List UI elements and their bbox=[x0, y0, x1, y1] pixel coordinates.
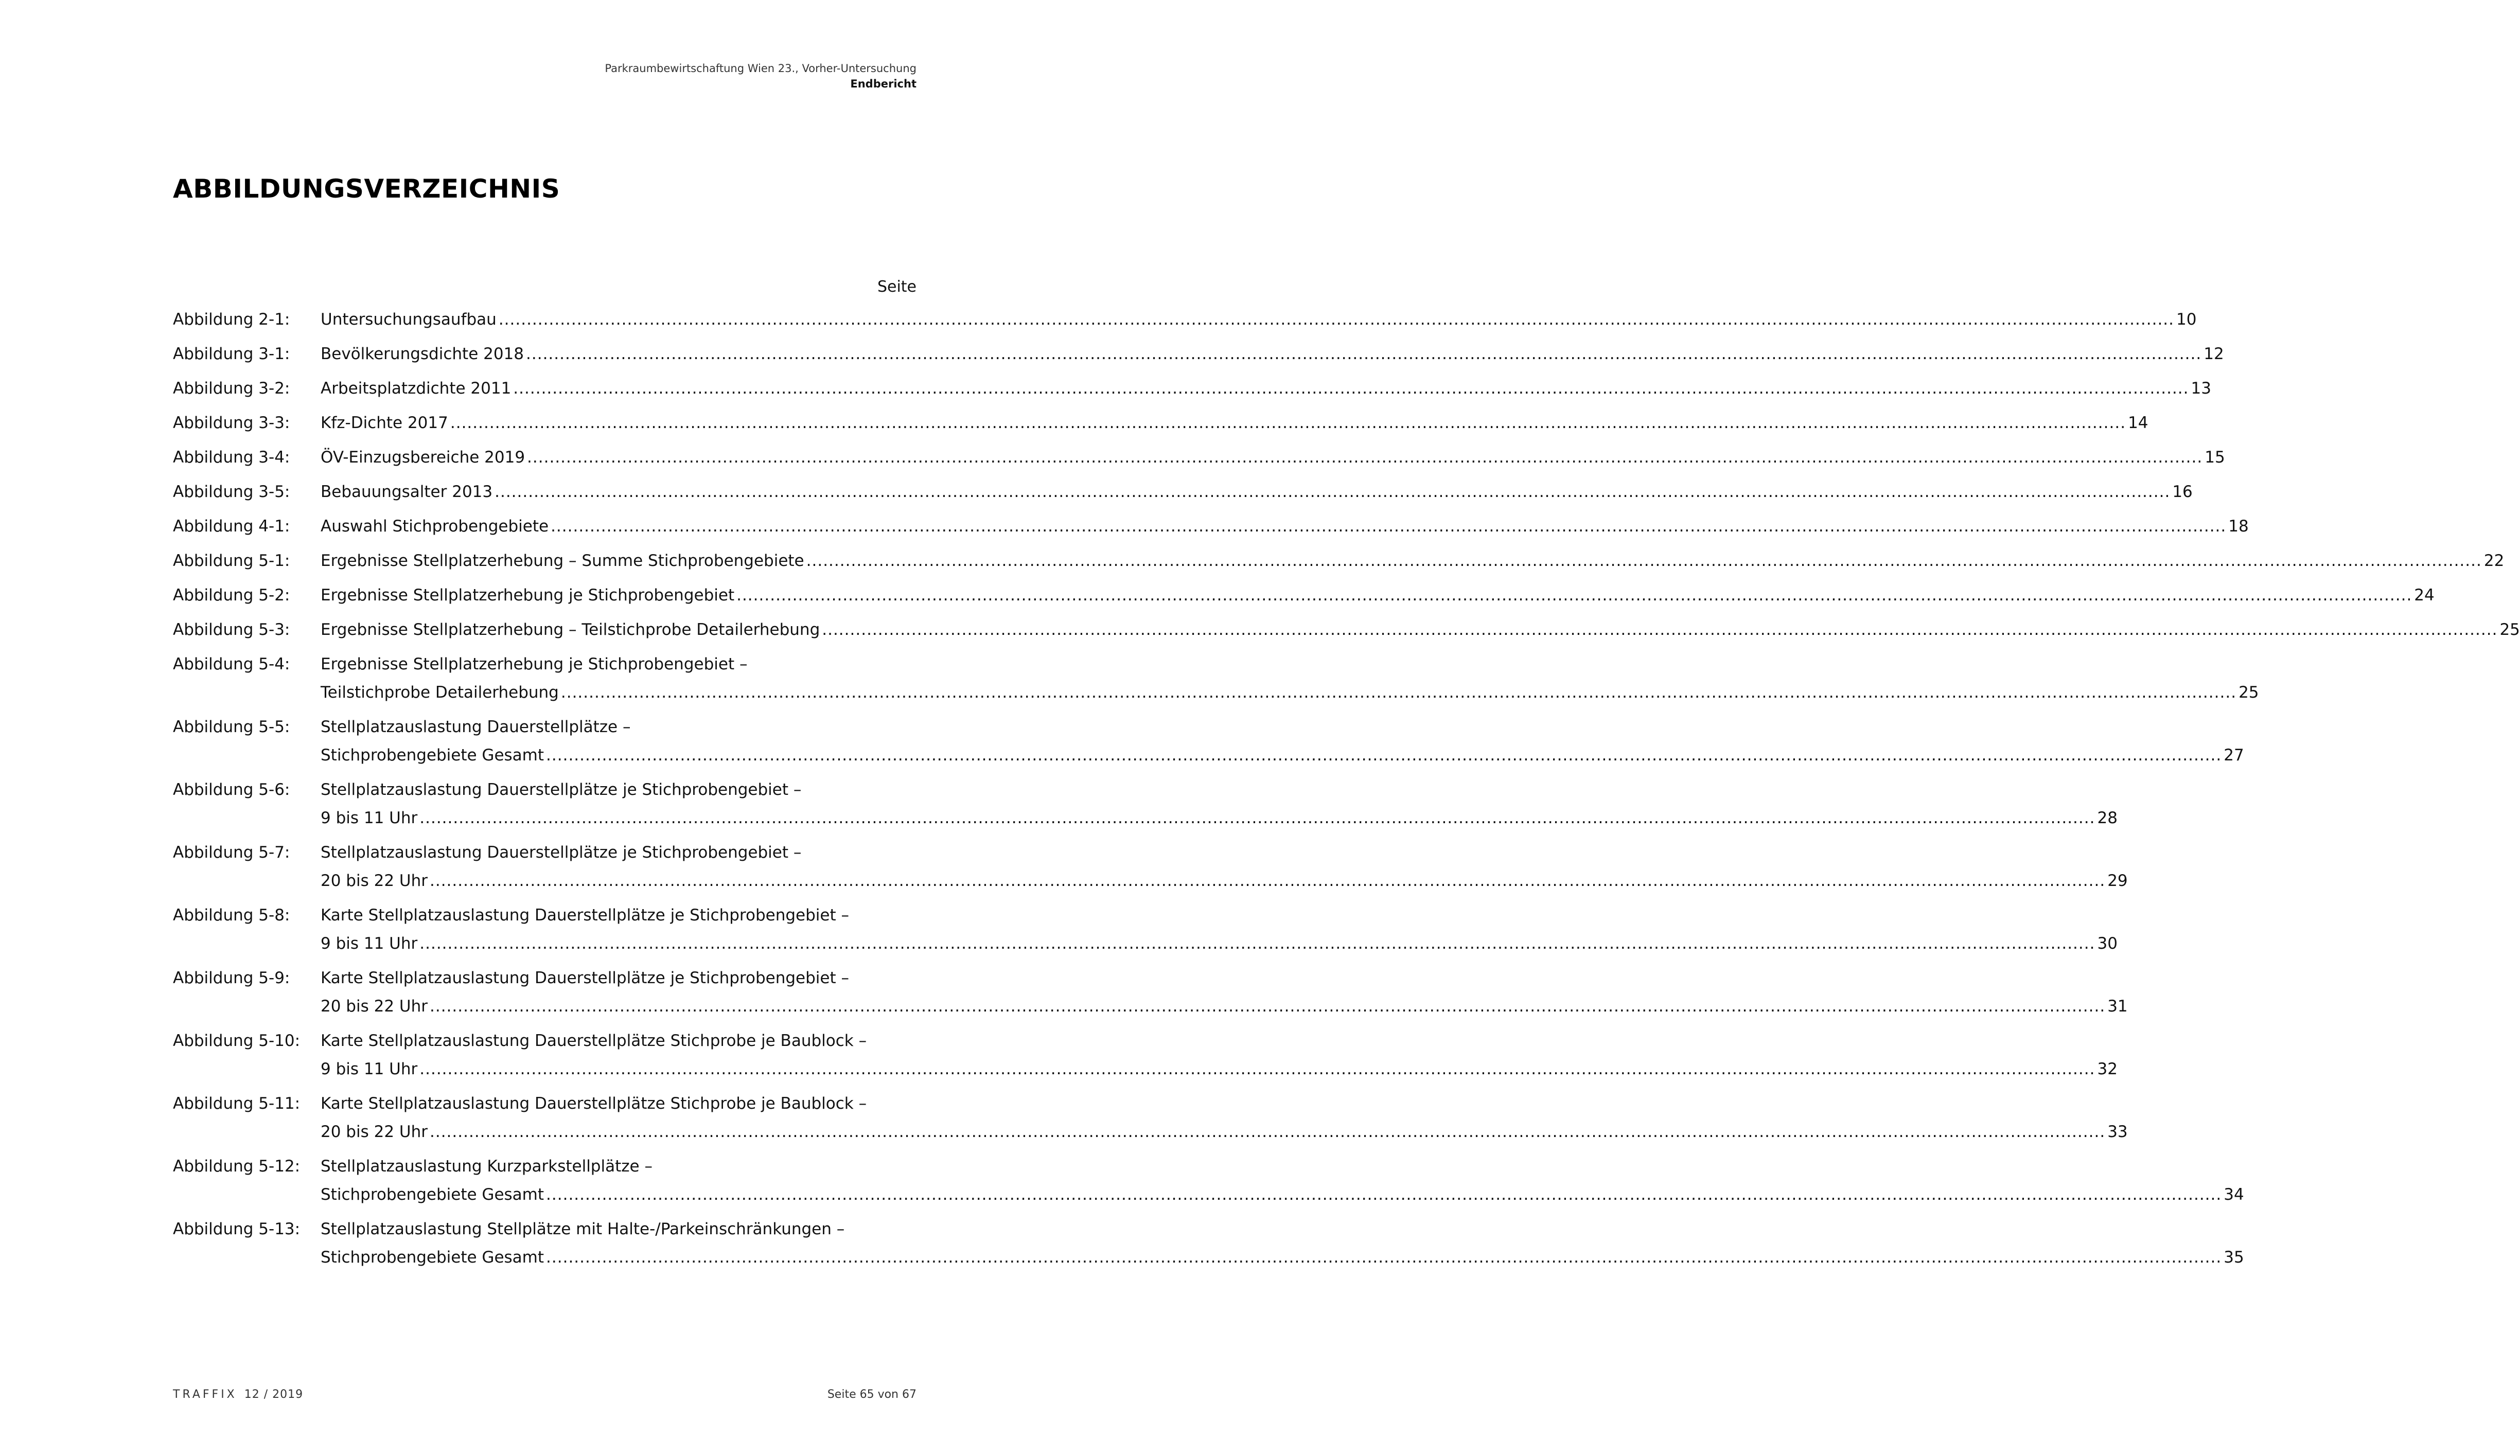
page-number: 35 bbox=[2224, 1248, 2244, 1267]
dot-leader: ............................................................................................................................................................................................................................................................................................................ bbox=[450, 414, 2126, 432]
dot-leader: ............................................................................................................................................................................................................................................................................................................ bbox=[527, 448, 2203, 467]
page-number: 29 bbox=[2107, 872, 2128, 890]
figure-title: Ergebnisse Stellplatzerhebung je Stichprobengebiet bbox=[321, 586, 735, 605]
figure-number: Abbildung 5-3: bbox=[173, 620, 290, 639]
figure-number: Abbildung 4-1: bbox=[173, 517, 290, 536]
figure-number: Abbildung 5-7: bbox=[173, 843, 290, 862]
page-number: 31 bbox=[2107, 997, 2128, 1016]
dot-leader: ............................................................................................................................................................................................................................................................................................................ bbox=[429, 997, 2106, 1016]
page-number: 10 bbox=[2176, 310, 2197, 329]
page-number: 12 bbox=[2204, 345, 2224, 363]
figure-title: Arbeitsplatzdichte 2011 bbox=[321, 379, 512, 398]
header-document-type: Endbericht bbox=[850, 78, 917, 90]
page-number: 18 bbox=[2228, 517, 2249, 536]
page-header bbox=[605, 61, 917, 92]
figure-title-line: Stellplatzauslastung Dauerstellplätze je Stichprobengebiet – bbox=[321, 780, 802, 799]
footer-brand-name: TRAFFIX bbox=[173, 1388, 237, 1401]
footer-date: 12 / 2019 bbox=[244, 1388, 304, 1401]
figure-number: Abbildung 3-4: bbox=[173, 448, 290, 467]
figure-number: Abbildung 5-2: bbox=[173, 586, 290, 605]
figure-title-line: Karte Stellplatzauslastung Dauerstellplätze je Stichprobengebiet – bbox=[321, 906, 849, 925]
figure-title: 9 bis 11 Uhr bbox=[321, 934, 418, 953]
dot-leader: ............................................................................................................................................................................................................................................................................................................ bbox=[419, 934, 2095, 953]
page-number: 24 bbox=[2414, 586, 2435, 605]
figure-title-line: Stellplatzauslastung Kurzparkstellplätze – bbox=[321, 1157, 653, 1176]
figure-number: Abbildung 3-1: bbox=[173, 345, 290, 363]
figure-number: Abbildung 5-4: bbox=[173, 655, 290, 673]
dot-leader: ............................................................................................................................................................................................................................................................................................................ bbox=[551, 517, 2227, 536]
figure-title: Stichprobengebiete Gesamt bbox=[321, 1248, 544, 1267]
page-number: 34 bbox=[2224, 1185, 2244, 1204]
page-number: 33 bbox=[2107, 1123, 2128, 1141]
dot-leader: ............................................................................................................................................................................................................................................................................................................ bbox=[498, 310, 2175, 329]
figure-title: Bebauungsalter 2013 bbox=[321, 483, 493, 501]
figure-title: Ergebnisse Stellplatzerhebung – Teilstichprobe Detailerhebung bbox=[321, 620, 820, 639]
figure-title-line: Karte Stellplatzauslastung Dauerstellplätze je Stichprobengebiet – bbox=[321, 969, 849, 987]
dot-leader: ............................................................................................................................................................................................................................................................................................................ bbox=[429, 1123, 2106, 1141]
dot-leader: ............................................................................................................................................................................................................................................................................................................ bbox=[419, 1060, 2095, 1078]
figure-title-line: Karte Stellplatzauslastung Dauerstellplätze Stichprobe je Baublock – bbox=[321, 1032, 867, 1050]
page-title: ABBILDUNGSVERZEICHNIS bbox=[173, 174, 560, 204]
footer-page-info: Seite 65 von 67 bbox=[827, 1388, 917, 1401]
figure-number: Abbildung 5-12: bbox=[173, 1157, 301, 1176]
footer-brand bbox=[173, 1388, 303, 1401]
dot-leader: ............................................................................................................................................................................................................................................................................................................ bbox=[495, 483, 2171, 501]
dot-leader: ............................................................................................................................................................................................................................................................................................................ bbox=[736, 586, 2412, 605]
figure-number: Abbildung 5-1: bbox=[173, 552, 290, 570]
page-number: 32 bbox=[2097, 1060, 2118, 1078]
figure-number: Abbildung 5-10: bbox=[173, 1032, 301, 1050]
page-number: 22 bbox=[2483, 552, 2505, 570]
dot-leader: ............................................................................................................................................................................................................................................................................................................ bbox=[546, 1248, 2222, 1267]
dot-leader: ............................................................................................................................................................................................................................................................................................................ bbox=[806, 552, 2482, 570]
page-number: 30 bbox=[2097, 934, 2118, 953]
figure-title-line: Karte Stellplatzauslastung Dauerstellplätze Stichprobe je Baublock – bbox=[321, 1094, 867, 1113]
dot-leader: ............................................................................................................................................................................................................................................................................................................ bbox=[560, 683, 2237, 702]
figure-title-line: Stellplatzauslastung Dauerstellplätze – bbox=[321, 718, 631, 736]
figure-title: ÖV-Einzugsbereiche 2019 bbox=[321, 448, 525, 467]
page-number: 25 bbox=[2239, 683, 2259, 702]
figure-title: Untersuchungsaufbau bbox=[321, 310, 497, 329]
figure-title: Auswahl Stichprobengebiete bbox=[321, 517, 549, 536]
page-number: 25 bbox=[2499, 620, 2520, 639]
figure-title: 20 bis 22 Uhr bbox=[321, 872, 428, 890]
figure-number: Abbildung 5-5: bbox=[173, 718, 290, 736]
dot-leader: ............................................................................................................................................................................................................................................................................................................ bbox=[513, 379, 2189, 398]
figure-title-line: Stellplatzauslastung Stellplätze mit Halte-/Parkeinschränkungen – bbox=[321, 1220, 845, 1238]
dot-leader: ............................................................................................................................................................................................................................................................................................................ bbox=[419, 809, 2095, 827]
figure-title: Teilstichprobe Detailerhebung bbox=[321, 683, 559, 702]
page-number: 27 bbox=[2224, 746, 2244, 765]
page-column-label: Seite bbox=[877, 278, 917, 296]
page-number: 13 bbox=[2191, 379, 2211, 398]
figure-number: Abbildung 5-6: bbox=[173, 780, 290, 799]
figure-title-line: Ergebnisse Stellplatzerhebung je Stichprobengebiet – bbox=[321, 655, 748, 673]
figure-number: Abbildung 3-5: bbox=[173, 483, 290, 501]
figure-number: Abbildung 3-2: bbox=[173, 379, 290, 398]
figure-number: Abbildung 5-13: bbox=[173, 1220, 301, 1238]
figure-number: Abbildung 5-11: bbox=[173, 1094, 301, 1113]
figure-title: 20 bis 22 Uhr bbox=[321, 1123, 428, 1141]
figure-title: 20 bis 22 Uhr bbox=[321, 997, 428, 1016]
figure-title-line: Stellplatzauslastung Dauerstellplätze je Stichprobengebiet – bbox=[321, 843, 802, 862]
figure-title: 9 bis 11 Uhr bbox=[321, 809, 418, 827]
page-number: 14 bbox=[2128, 414, 2148, 432]
dot-leader: ............................................................................................................................................................................................................................................................................................................ bbox=[546, 1185, 2222, 1204]
figure-number: Abbildung 5-8: bbox=[173, 906, 290, 925]
figure-number: Abbildung 2-1: bbox=[173, 310, 290, 329]
page-number: 28 bbox=[2097, 809, 2118, 827]
dot-leader: ............................................................................................................................................................................................................................................................................................................ bbox=[526, 345, 2202, 363]
page-number: 16 bbox=[2172, 483, 2193, 501]
dot-leader: ............................................................................................................................................................................................................................................................................................................ bbox=[429, 872, 2106, 890]
header-document-title: Parkraumbewirtschaftung Wien 23., Vorher-Untersuchung bbox=[605, 62, 917, 75]
dot-leader: ............................................................................................................................................................................................................................................................................................................ bbox=[546, 746, 2222, 765]
dot-leader: ............................................................................................................................................................................................................................................................................................................ bbox=[822, 620, 2498, 639]
figure-title: Kfz-Dichte 2017 bbox=[321, 414, 448, 432]
figure-number: Abbildung 5-9: bbox=[173, 969, 290, 987]
figure-title: Stichprobengebiete Gesamt bbox=[321, 746, 544, 765]
figure-title: Stichprobengebiete Gesamt bbox=[321, 1185, 544, 1204]
figure-title: Ergebnisse Stellplatzerhebung – Summe Stichprobengebiete bbox=[321, 552, 804, 570]
figure-title: Bevölkerungsdichte 2018 bbox=[321, 345, 524, 363]
figure-title: 9 bis 11 Uhr bbox=[321, 1060, 418, 1078]
page-number: 15 bbox=[2205, 448, 2225, 467]
figure-number: Abbildung 3-3: bbox=[173, 414, 290, 432]
